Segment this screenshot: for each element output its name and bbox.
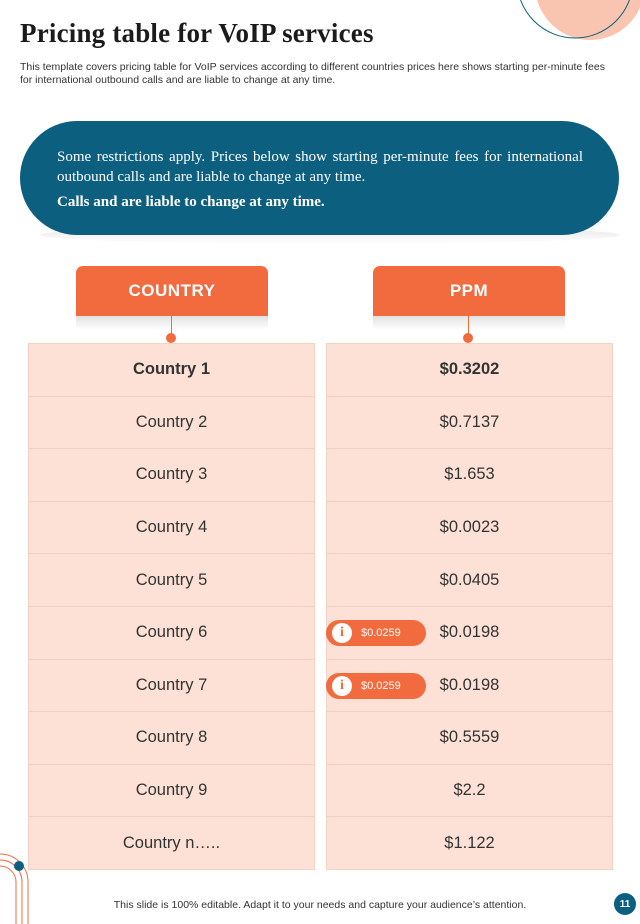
table-cell-ppm: $1.653 [327,449,612,502]
table-cell-country: Country 1 [29,344,314,397]
table-cell-country: Country 3 [29,449,314,502]
page-subtitle: This template covers pricing table for VoIP services according to different countries prices here shows starting per-minute fees for international outbound calls and are liable to change at any time. [20,61,605,86]
country-column-header: COUNTRY [76,266,268,316]
country-column [28,343,315,870]
callout-value: $0.0259 [361,680,401,692]
table-cell-ppm: $0.0198 [327,607,612,660]
ppm-column [326,343,613,870]
page-title: Pricing table for VoIP services [20,18,374,48]
table-cell-ppm: $0.7137 [327,397,612,450]
price-callout-pill [326,673,426,699]
table-cell-country: Country n….. [122,834,221,853]
price-callout-pill [326,620,426,646]
table-cell-ppm: $2.2 [327,765,612,818]
corner-arcs-decoration [0,852,40,924]
footer-text: This slide is 100% editable. Adapt it to your needs and capture your audience’s attention. [113,899,527,911]
table-cell-country: Country 5 [29,554,314,607]
connector-dot [463,333,473,343]
ppm-column-header: PPM [373,266,565,316]
info-banner [20,121,619,235]
table-cell-country: Country 7 [29,660,314,713]
connector-dot [166,333,176,343]
table-cell-ppm: $1.122 [444,834,495,853]
banner-text: Some restrictions apply. Prices below show starting per-minute fees for international outbound calls and are liable to change at any time. [57,149,583,185]
info-icon: i [332,676,352,696]
table-cell-country: Country 6 [29,607,314,660]
table-cell-ppm: $0.0023 [327,502,612,555]
header-shadow [373,316,565,330]
header-shadow [76,316,268,330]
table-cell-country: Country 9 [29,765,314,818]
table-cell-ppm: $0.5559 [327,712,612,765]
banner-bold-text: Calls and are liable to change at any time. [57,194,325,210]
callout-value: $0.0259 [361,627,401,639]
page-number-badge: 11 [614,893,636,915]
corner-circles-decoration [520,0,640,50]
table-cell-country: Country 4 [29,502,314,555]
table-cell-country: Country 2 [29,397,314,450]
table-cell-country: Country 8 [29,712,314,765]
table-cell-ppm: $0.0405 [327,554,612,607]
info-icon: i [332,623,352,643]
table-cell-ppm: $0.3202 [327,344,612,397]
table-cell-ppm: $0.0198 [327,660,612,713]
